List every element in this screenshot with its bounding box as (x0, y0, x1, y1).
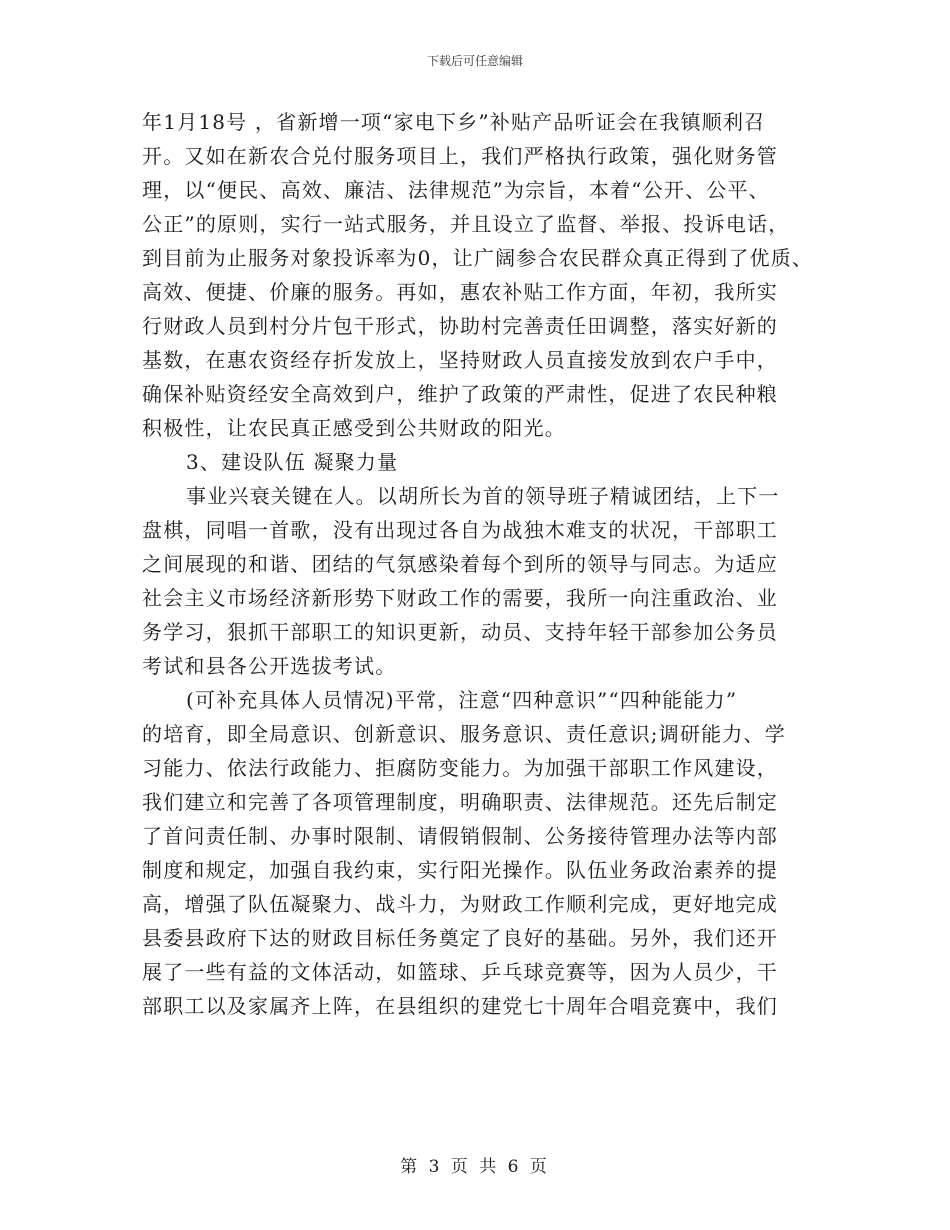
text-line: 积极性，让农民真正感受到公共财政的阳光。 (142, 416, 566, 440)
text-line: 公正”的原则，实行一站式服务，并且设立了监督、举报、投诉电话， (142, 212, 790, 236)
section-heading: 3、建设队伍 凝聚力量 (186, 450, 399, 474)
text-line: 行财政人员到村分片包干形式，协助村完善责任田调整，落实好新的 (142, 314, 778, 338)
text-line: 习能力、依法行政能力、拒腐防变能力。为加强干部职工作风建设， (142, 756, 778, 780)
text-line: 盘棋，同唱一首歌，没有出现过各自为战独木难支的状况，干部职工 (142, 518, 778, 542)
text-line: 年1月18号 ，省新增一项“家电下乡”补贴产品听证会在我镇顺利召 (142, 110, 766, 134)
text-line: 高效、便捷、价廉的服务。再如，惠农补贴工作方面，年初，我所实 (142, 280, 778, 304)
text-line: 展了一些有益的文体活动，如篮球、乒乓球竞赛等，因为人员少，干 (142, 960, 778, 984)
text-line: 到目前为止服务对象投诉率为0，让广阔参合农民群众真正得到了优质、 (142, 246, 814, 270)
text-line: 考试和县各公开选拔考试。 (142, 654, 397, 678)
text-line: 务学习，狠抓干部职工的知识更新，动员、支持年轻干部参加公务员 (142, 620, 778, 644)
text-line: 县委县政府下达的财政目标任务奠定了良好的基础。另外，我们还开 (142, 926, 778, 950)
text-line: 了首问责任制、办事时限制、请假销假制、公务接待管理办法等内部 (142, 824, 778, 848)
text-line: 部职工以及家属齐上阵，在县组织的建党七十周年合唱竞赛中，我们 (142, 994, 778, 1018)
text-line: 高，增强了队伍凝聚力、战斗力，为财政工作顺利完成，更好地完成 (142, 892, 778, 916)
text-line: 基数，在惠农资经存折发放上，坚持财政人员直接发放到农户手中， (142, 348, 778, 372)
text-line: 社会主义市场经济新形势下财政工作的需要，我所一向注重政治、业 (142, 586, 778, 610)
text-line: 制度和规定，加强自我约束，实行阳光操作。队伍业务政治素养的提 (142, 858, 778, 882)
page-number: 第 3 页 共 6 页 (400, 1157, 550, 1177)
page-header: 下载后可任意编辑 (426, 54, 523, 68)
text-line: 事业兴衰关键在人。以胡所长为首的领导班子精诚团结，上下一 (186, 484, 780, 508)
text-line: 我们建立和完善了各项管理制度，明确职责、法律规范。还先后制定 (142, 790, 778, 814)
text-line: 的培育，即全局意识、创新意识、服务意识、责任意识;调研能力、学 (142, 722, 786, 746)
text-line: (可补充具体人员情况)平常，注意“四种意识”“四种能能力” (186, 688, 738, 712)
text-line: 之间展现的和谐、团结的气氛感染着每个到所的领导与同志。为适应 (142, 552, 778, 576)
text-line: 开。又如在新农合兑付服务项目上，我们严格执行政策，强化财务管 (142, 144, 778, 168)
text-line: 确保补贴资经安全高效到户，维护了政策的严肃性，促进了农民种粮 (142, 382, 778, 406)
text-line: 理，以“便民、高效、廉洁、法律规范”为宗旨，本着“公开、公平、 (142, 178, 770, 202)
